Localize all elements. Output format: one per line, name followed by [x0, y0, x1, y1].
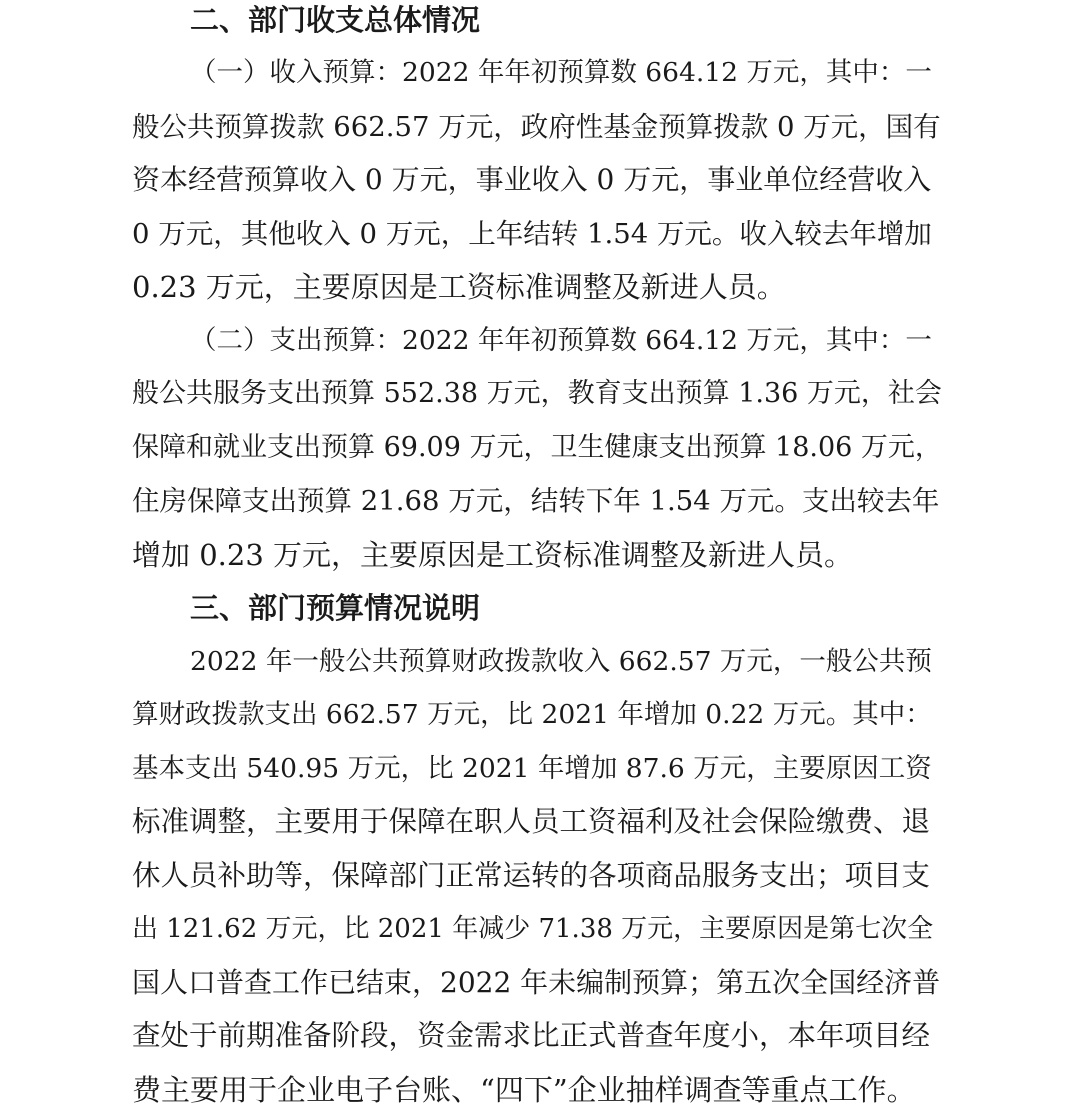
explanation-paragraph-line-8: 查处于前期准备阶段，资金需求比正式普查年度小，本年项目经 — [132, 1019, 931, 1052]
income-paragraph-line-5: 0.23 万元，主要原因是工资标准调整及新进人员。 — [132, 270, 786, 304]
income-paragraph-line-2: 般公共预算拨款 662.57 万元，政府性基金预算拨款 0 万元，国有 — [132, 111, 941, 143]
income-paragraph-line-3: 资本经营预算收入 0 万元，事业收入 0 万元，事业单位经营收入 — [132, 163, 932, 196]
explanation-paragraph-line-1: 2022 年一般公共预算财政拨款收入 662.57 万元，一般公共预 — [190, 646, 932, 677]
income-paragraph-line-1: （一）收入预算：2022 年年初预算数 664.12 万元，其中：一 — [190, 57, 932, 88]
explanation-paragraph-line-7: 国人口普查工作已结束，2022 年未编制预算；第五次全国经济普 — [132, 966, 941, 999]
explanation-paragraph-line-3: 基本支出 540.95 万元，比 2021 年增加 87.6 万元，主要原因工资 — [132, 753, 932, 784]
explanation-paragraph-line-4: 标准调整，主要用于保障在职人员工资福利及社会保险缴费、退 — [132, 805, 931, 838]
expenditure-paragraph-line-1: （二）支出预算：2022 年年初预算数 664.12 万元，其中：一 — [190, 325, 932, 356]
section-heading-budget-overview: 二、部门收支总体情况 — [190, 3, 481, 37]
expenditure-paragraph-line-5: 增加 0.23 万元，主要原因是工资标准调整及新进人员。 — [132, 538, 854, 572]
income-paragraph-line-4: 0 万元，其他收入 0 万元，上年结转 1.54 万元。收入较去年增加 — [132, 218, 932, 250]
expenditure-paragraph-line-4: 住房保障支出预算 21.68 万元，结转下年 1.54 万元。支出较去年 — [132, 485, 940, 517]
expenditure-paragraph-line-2: 般公共服务支出预算 552.38 万元，教育支出预算 1.36 万元，社会 — [132, 378, 942, 409]
explanation-paragraph-line-6: 出 121.62 万元，比 2021 年减少 71.38 万元，主要原因是第七次全 — [132, 914, 934, 944]
section-heading-budget-explanation: 三、部门预算情况说明 — [190, 591, 481, 625]
explanation-paragraph-line-9: 费主要用于企业电子台账、“四下”企业抽样调查等重点工作。 — [132, 1073, 916, 1107]
explanation-paragraph-line-2: 算财政拨款支出 662.57 万元，比 2021 年增加 0.22 万元。其中： — [132, 699, 932, 730]
expenditure-paragraph-line-3: 保障和就业支出预算 69.09 万元，卫生健康支出预算 18.06 万元， — [132, 432, 942, 463]
explanation-paragraph-line-5: 休人员补助等，保障部门正常运转的各项商品服务支出；项目支 — [132, 859, 931, 892]
